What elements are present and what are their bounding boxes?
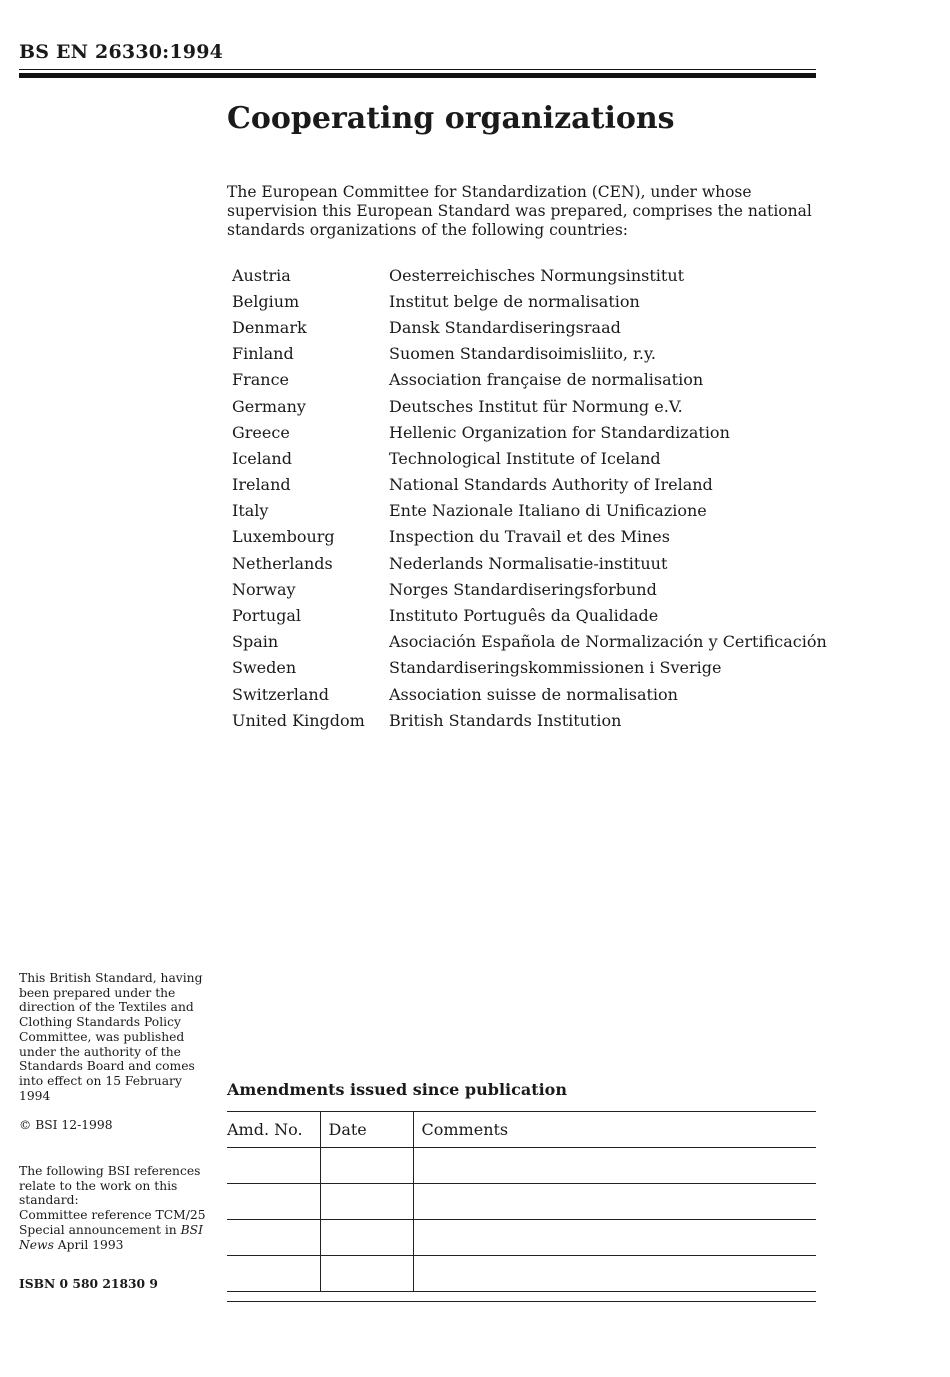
organization-name: Norges Standardiseringsforbund	[389, 579, 657, 599]
copyright-notice: © BSI 12-1998	[19, 1118, 113, 1132]
country-name: Ireland	[232, 475, 291, 495]
country-name: Netherlands	[232, 553, 333, 573]
amendments-title: Amendments issued since publication	[227, 1080, 567, 1099]
member-row	[232, 707, 827, 733]
member-row	[232, 419, 827, 445]
publication-note: This British Standard, having been prepared under the direction of the Textiles and Clothing Standards Policy Committee, was published under the authority of the Standards Board and comes into effect on 15 February 1994	[19, 971, 203, 1103]
committee-reference: Committee reference TCM/25	[19, 1208, 206, 1223]
table-cell	[413, 1220, 816, 1256]
document-id: BS EN 26330:1994	[19, 41, 224, 63]
country-name: Switzerland	[232, 684, 329, 704]
organization-name: Hellenic Organization for Standardization	[389, 422, 730, 442]
member-row	[232, 288, 827, 314]
organization-name: British Standards Institution	[389, 710, 622, 730]
member-row	[232, 393, 827, 419]
country-name: Luxembourg	[232, 527, 335, 547]
organization-name: Technological Institute of Iceland	[389, 448, 661, 468]
member-row	[232, 681, 827, 707]
table-cell	[413, 1256, 816, 1292]
intro-paragraph: The European Committee for Standardization (CEN), under whose supervision this European Standard was prepared, comprises the national standards organizations of the following countries:	[227, 183, 812, 239]
organization-name: Oesterreichisches Normungsinstitut	[389, 265, 685, 285]
country-name: Germany	[232, 396, 306, 416]
table-cell	[413, 1148, 816, 1184]
announcement-prefix: Special announcement in	[19, 1222, 181, 1237]
country-name: Norway	[232, 579, 296, 599]
organization-name: Association française de normalisation	[389, 370, 704, 390]
member-row	[232, 655, 827, 681]
amendments-table	[227, 1111, 816, 1292]
table-cell	[227, 1220, 320, 1256]
member-row	[232, 341, 827, 367]
member-row	[232, 314, 827, 340]
references-intro: The following BSI references relate to the work on this standard:	[19, 1164, 201, 1208]
table-cell	[320, 1148, 413, 1184]
country-name: Denmark	[232, 317, 307, 337]
isbn: ISBN 0 580 21830 9	[19, 1276, 158, 1291]
organization-name: Standardiseringskommissionen i Sverige	[389, 658, 722, 678]
bsi-references	[19, 1164, 209, 1252]
header-rule-thin	[19, 69, 816, 70]
header-comments: Comments	[413, 1112, 816, 1148]
organization-name: Inspection du Travail et des Mines	[389, 527, 670, 547]
member-row	[232, 602, 827, 628]
announcement-date: April 1993	[53, 1237, 124, 1252]
country-name: Finland	[232, 344, 294, 364]
country-name: Belgium	[232, 291, 300, 311]
member-row	[232, 629, 827, 655]
member-row	[232, 367, 827, 393]
organization-name: National Standards Authority of Ireland	[389, 475, 713, 495]
country-name: Austria	[232, 265, 291, 285]
footer-rule	[227, 1301, 816, 1302]
member-row	[232, 445, 827, 471]
table-cell	[227, 1148, 320, 1184]
organization-name: Asociación Española de Normalización y Certificación	[389, 632, 827, 652]
member-list	[232, 262, 827, 733]
member-row	[232, 498, 827, 524]
organization-name: Ente Nazionale Italiano di Unificazione	[389, 501, 707, 521]
member-row	[232, 576, 827, 602]
table-row	[227, 1256, 816, 1292]
header-date: Date	[320, 1112, 413, 1148]
table-cell	[413, 1184, 816, 1220]
country-name: Iceland	[232, 448, 292, 468]
header-amd-no: Amd. No.	[227, 1112, 320, 1148]
amendments-header-row	[227, 1112, 816, 1148]
organization-name: Suomen Standardisoimisliito, r.y.	[389, 344, 656, 364]
header-rule-thick	[19, 73, 816, 78]
table-cell	[320, 1256, 413, 1292]
country-name: Sweden	[232, 658, 297, 678]
country-name: United Kingdom	[232, 710, 365, 730]
organization-name: Dansk Standardiseringsraad	[389, 317, 621, 337]
country-name: Portugal	[232, 606, 302, 626]
member-row	[232, 262, 827, 288]
organization-name: Instituto Português da Qualidade	[389, 606, 659, 626]
organization-name: Association suisse de normalisation	[389, 684, 678, 704]
organization-name: Nederlands Normalisatie-instituut	[389, 553, 668, 573]
table-cell	[320, 1220, 413, 1256]
country-name: Italy	[232, 501, 269, 521]
member-row	[232, 524, 827, 550]
table-cell	[320, 1184, 413, 1220]
country-name: Spain	[232, 632, 279, 652]
member-row	[232, 472, 827, 498]
page-title: Cooperating organizations	[227, 101, 675, 136]
table-row	[227, 1220, 816, 1256]
table-row	[227, 1184, 816, 1220]
member-row	[232, 550, 827, 576]
country-name: France	[232, 370, 290, 390]
table-row	[227, 1148, 816, 1184]
table-cell	[227, 1184, 320, 1220]
organization-name: Deutsches Institut für Normung e.V.	[389, 396, 683, 416]
table-cell	[227, 1256, 320, 1292]
organization-name: Institut belge de normalisation	[389, 291, 640, 311]
country-name: Greece	[232, 422, 290, 442]
announcement-publication: BSI News	[19, 1222, 203, 1252]
